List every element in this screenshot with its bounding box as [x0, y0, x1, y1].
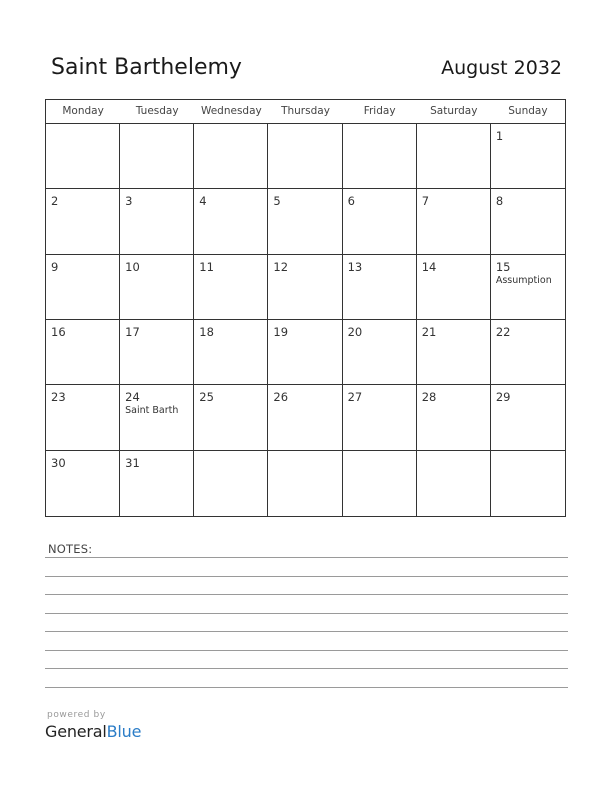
notes-line	[45, 613, 568, 614]
calendar-week-row	[46, 451, 565, 516]
day-number: 18	[199, 325, 214, 339]
day-number: 22	[495, 325, 511, 339]
day-cell	[194, 255, 268, 319]
day-number: 3	[125, 194, 133, 209]
notes-line	[45, 668, 568, 669]
day-number: 31	[125, 455, 140, 470]
day-number: 26	[273, 390, 289, 405]
day-cell	[417, 255, 491, 319]
day-cell	[491, 124, 565, 188]
day-cell	[343, 189, 417, 253]
notes-label: NOTES:	[48, 542, 93, 556]
day-number: 29	[495, 390, 511, 405]
day-cell	[491, 385, 565, 449]
day-cell	[491, 320, 565, 384]
notes-line	[45, 557, 568, 558]
holiday-label: Saint Barth	[125, 405, 179, 417]
day-cell	[46, 124, 120, 188]
day-number: 16	[51, 325, 66, 339]
day-number: 12	[273, 259, 289, 274]
notes-line	[45, 687, 568, 688]
day-number: 2	[51, 194, 59, 209]
day-number: 5	[273, 194, 281, 209]
calendar-week-row	[46, 255, 565, 320]
day-cell	[46, 255, 120, 319]
day-cell	[417, 189, 491, 253]
brand-name-blue: Blue	[106, 722, 142, 741]
day-cell	[268, 255, 342, 319]
day-cell	[194, 189, 268, 253]
day-cell	[417, 451, 491, 516]
month-year-label: August 2032	[441, 57, 562, 79]
weekday-header-row	[46, 100, 565, 124]
day-cell	[343, 385, 417, 449]
weekday-friday: Friday	[363, 105, 396, 117]
day-cell	[268, 124, 342, 188]
day-number: 8	[495, 194, 504, 209]
notes-line	[45, 594, 568, 595]
brand-logo	[45, 722, 141, 741]
day-cell	[194, 451, 268, 516]
day-cell	[343, 451, 417, 516]
day-cell	[120, 385, 194, 449]
day-cell	[268, 385, 342, 449]
calendar-weeks	[46, 124, 565, 516]
day-number: 21	[421, 325, 437, 339]
powered-by-text: powered by	[47, 710, 106, 720]
weekday-monday: Monday	[62, 105, 104, 117]
day-cell	[120, 451, 194, 516]
day-cell	[120, 124, 194, 188]
day-cell	[343, 320, 417, 384]
weekday-sunday: Sunday	[508, 105, 548, 117]
calendar-week-row	[46, 385, 565, 450]
day-number: 17	[125, 325, 140, 339]
day-number: 10	[125, 259, 140, 274]
day-cell	[417, 385, 491, 449]
holiday-label: Assumption	[495, 274, 552, 286]
notes-line	[45, 576, 568, 577]
calendar-week-row	[46, 124, 565, 189]
weekday-tuesday: Tuesday	[135, 105, 179, 117]
day-number: 13	[347, 259, 363, 274]
page-title: Saint Barthelemy	[51, 55, 242, 80]
weekday-saturday: Saturday	[430, 105, 478, 117]
day-number: 24	[125, 390, 140, 405]
day-cell	[120, 255, 194, 319]
day-number: 28	[421, 390, 437, 405]
day-number: 4	[199, 194, 207, 209]
day-cell	[120, 189, 194, 253]
day-cell	[343, 255, 417, 319]
day-cell	[491, 451, 565, 516]
day-number: 7	[421, 194, 430, 209]
day-cell	[46, 451, 120, 516]
brand-name-general: General	[45, 722, 107, 741]
calendar-grid	[45, 99, 566, 517]
day-cell	[268, 320, 342, 384]
day-number: 27	[347, 390, 363, 405]
day-cell	[46, 385, 120, 449]
day-number: 6	[347, 194, 355, 209]
weekday-wednesday: Wednesday	[200, 105, 262, 117]
day-number: 23	[51, 390, 66, 405]
day-cell	[417, 124, 491, 188]
day-number: 15	[495, 259, 511, 274]
day-cell	[194, 320, 268, 384]
weekday-thursday: Thursday	[281, 105, 330, 117]
day-number: 11	[199, 259, 214, 274]
day-cell	[343, 124, 417, 188]
day-number: 1	[495, 129, 504, 143]
calendar-week-row	[46, 320, 565, 385]
day-number: 14	[421, 259, 437, 274]
day-number: 25	[199, 390, 214, 405]
notes-line	[45, 631, 568, 632]
day-number: 19	[273, 325, 289, 339]
day-cell	[46, 320, 120, 384]
calendar-week-row	[46, 189, 565, 254]
day-number: 9	[51, 259, 59, 274]
day-cell	[194, 124, 268, 188]
day-cell	[120, 320, 194, 384]
day-cell	[194, 385, 268, 449]
day-cell	[268, 451, 342, 516]
day-cell	[46, 189, 120, 253]
notes-line	[45, 650, 568, 651]
day-cell	[491, 189, 565, 253]
day-cell	[491, 255, 565, 319]
day-number: 30	[51, 455, 66, 470]
day-cell	[268, 189, 342, 253]
day-cell	[417, 320, 491, 384]
day-number: 20	[347, 325, 363, 339]
